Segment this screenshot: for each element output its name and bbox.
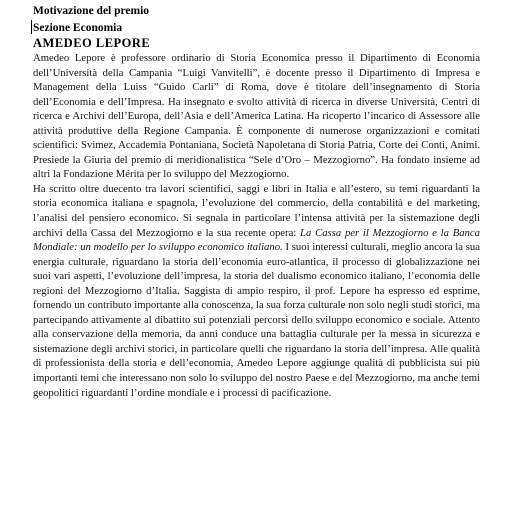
paragraph-works [33, 182, 480, 400]
document-heading: Motivazione del premio [33, 5, 150, 17]
paragraph-biography: Amedeo Lepore è professore ordinario di Storia Economica presso il Dipartimento di Economia dell’Università della Campania “Luigi Vanvitelli”, è docente presso il Dipartimento di Impresa e Management della Luiss “Guido Carli” di Roma, dove è titolare dell’insegnamento di Storia dell’Economia e dell’Impresa. Ha insegnato e svolto attività di ricerca in diverse Università, Centri di ricerca e Archivi dell’Europa, dell’Asia e dell’America Latina. Ha ricoperto l’incarico di Assessore alle attività produttive della Regione Campania. È componente di numerose organizzazioni e comitati scientifici: Svimez, Accademia Pontaniana, Società Napoletana di Storia Patria, Corte dei Conti, Animi. Presiede la Giuria del premio di meridionalistica “Sele d’Oro – Mezzogiorno”. Ha fondato insieme ad altri la Fondazione Mérita per lo sviluppo del Mezzogiorno. [33, 52, 480, 181]
section-title: Sezione Economia [33, 22, 123, 34]
works-intro-text: Ha scritto oltre duecento tra lavori scientifici, saggi e libri in Italia e all’estero, su temi riguardanti la storia economica italiana e spagnola, l’evoluzione del commercio, della contabilità e del marketing, l’analisi del pensiero economico. Si segnala in particolare l’intensa attività per la sistemazione degli archivi della Cassa del Mezzogiorno e la sua recente opera: [33, 182, 480, 239]
document-body [33, 51, 480, 400]
works-continuation-text: I suoi interessi culturali, meglio ancora la sua energia culturale, riguardano la storia dell’economia euro-atlantica, il processo di globalizzazione nei suoi vari aspetti, l’evoluzione dell’impresa, la storia del dualismo economico italiano, l’economia delle regioni del Mezzogiorno d’Italia. Saggista di ampio respiro, il prof. Lepore ha espresso ed esprime, fornendo un contributo importante alla conoscenza, la sua forza culturale non solo negli studi storici, ma partecipando attivamente al dibattito sui potenziali percorsi dello sviluppo economico e sociale. Attento alla conservazione della memoria, da anni conduce una battaglia culturale per la messa in sicurezza e sistemazione degli archivi storici, in particolare quelli che riguardano la storia dell’impresa. Alle qualità di professionista della storia e dell’economia, Amedeo Lepore aggiunge qualità di pubblicista sui più importanti temi che interessano non solo lo sviluppo del nostro Paese e del Mezzogiorno, ma anche temi geopolitici riguardanti l’ordine mondiale e i processi di pacificazione. [33, 241, 480, 399]
text-cursor [31, 20, 32, 34]
book-title: La Cassa per il Mezzogiorno e la Banca Mondiale: un modello per lo sviluppo economico italiano. [33, 226, 480, 254]
laureate-name: AMEDEO LEPORE [33, 36, 151, 50]
